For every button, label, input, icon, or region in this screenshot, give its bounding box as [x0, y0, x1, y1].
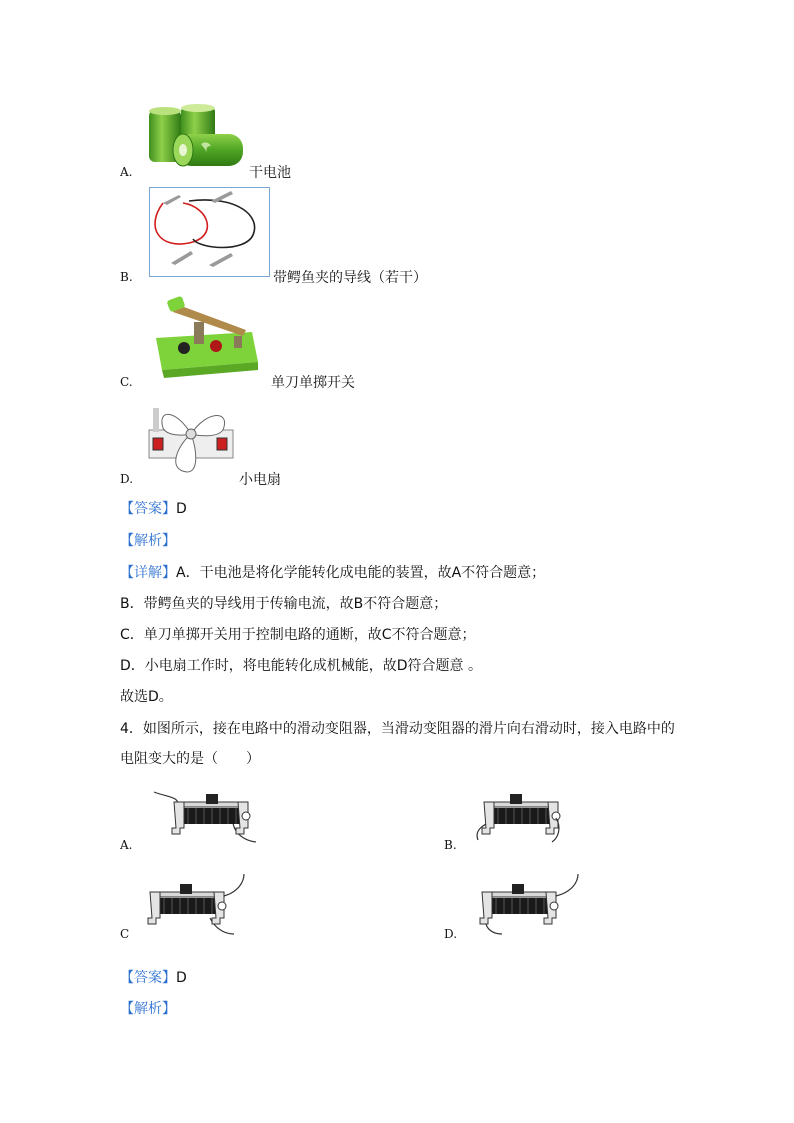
- answer-q4: [120, 967, 187, 987]
- question-4-line-1: 4．如图所示，接在电路中的滑动变阻器，当滑动变阻器的滑片向右滑动时，接入电路中的: [120, 721, 675, 737]
- detail-conclusion: 故选D。: [120, 689, 173, 705]
- detail-line-3: C．单刀单掷开关用于控制电路的通断，故C不符合题意；: [120, 627, 476, 643]
- analysis-tag-q3: 【解析】: [120, 533, 176, 549]
- detail-text-1: A．干电池是将化学能转化成电能的装置，故A不符合题意；: [176, 565, 546, 581]
- small-fan-image: [147, 400, 237, 474]
- q4-option-letter-d: D.: [444, 927, 458, 941]
- rheostat-image-b: [470, 788, 570, 846]
- rheostat-image-c: [140, 872, 250, 936]
- option-letter-b: B.: [120, 270, 133, 284]
- option-letter-c: C.: [120, 375, 133, 389]
- detail-line-4: D．小电扇工作时，将电能转化成机械能，故D符合题意 。: [120, 658, 483, 674]
- detail-line-1: [120, 562, 545, 582]
- detail-tag: 【详解】: [120, 565, 176, 581]
- answer-q3: [120, 498, 187, 518]
- rheostat-image-a: [150, 788, 260, 846]
- answer-value: D: [176, 970, 187, 986]
- option-caption-b: 带鳄鱼夹的导线（若干）: [273, 270, 427, 286]
- answer-value: D: [176, 501, 187, 517]
- q4-option-letter-b: B.: [444, 838, 457, 852]
- answer-tag: 【答案】: [120, 970, 176, 986]
- option-letter-a: A.: [120, 165, 133, 179]
- battery-image: [143, 104, 247, 170]
- option-letter-d: D.: [120, 472, 134, 486]
- knife-switch-image: [148, 292, 266, 380]
- q4-option-letter-a: A.: [120, 838, 133, 852]
- option-caption-d: 小电扇: [239, 472, 281, 488]
- alligator-clip-wires-image: [149, 187, 270, 277]
- detail-line-2: B．带鳄鱼夹的导线用于传输电流，故B不符合题意；: [120, 596, 448, 612]
- option-caption-a: 干电池: [249, 165, 291, 181]
- option-caption-c: 单刀单掷开关: [271, 375, 355, 391]
- answer-tag: 【答案】: [120, 501, 176, 517]
- q4-option-letter-c: C: [120, 927, 130, 941]
- question-4-line-2: 电阻变大的是（ ）: [120, 751, 260, 767]
- rheostat-image-d: [472, 872, 584, 936]
- analysis-tag-q4: 【解析】: [120, 1001, 176, 1017]
